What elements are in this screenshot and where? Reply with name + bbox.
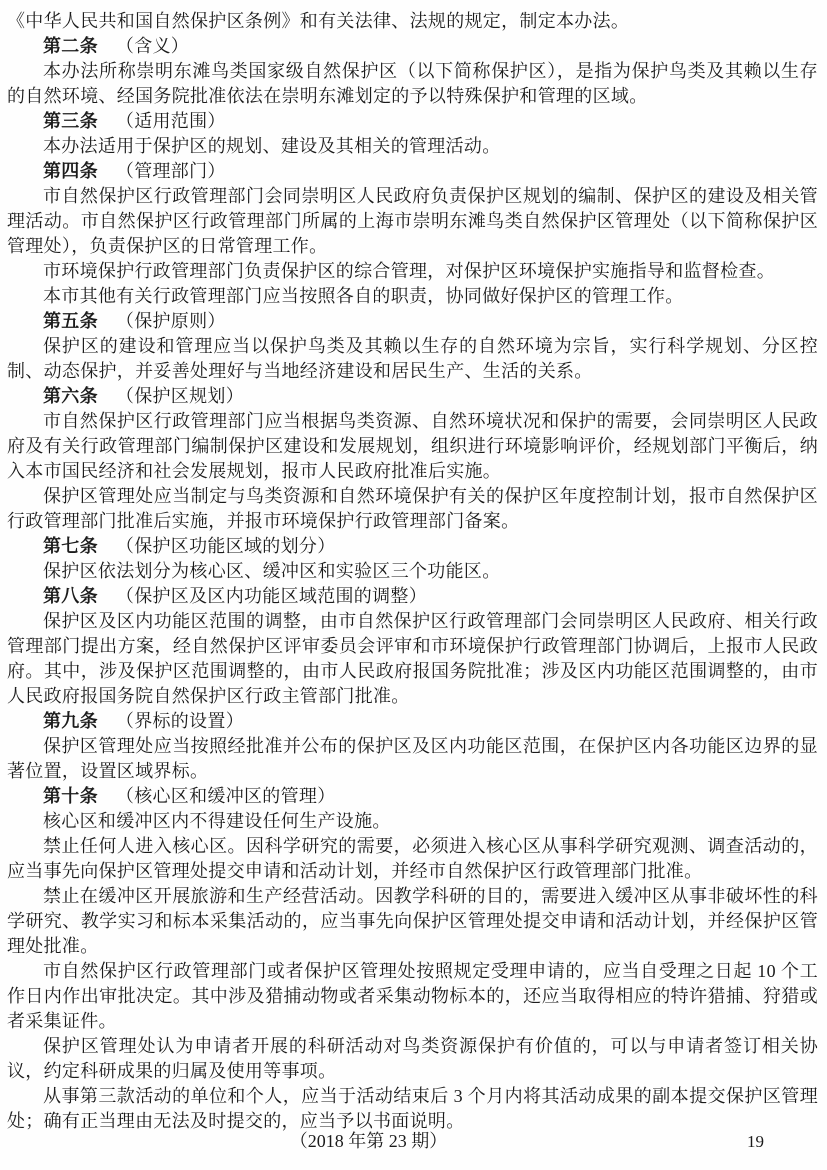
article-number: 第三条 — [43, 111, 98, 131]
paragraph: 本市其他有关行政管理部门应当按照各自的职责，协同做好保护区的管理工作。 — [43, 286, 684, 306]
article-heading — [7, 784, 818, 809]
article-title: （适用范围） — [115, 111, 226, 131]
article-title: （保护区规划） — [115, 386, 245, 406]
paragraph: 保护区依法划分为核心区、缓冲区和实验区三个功能区。 — [43, 561, 501, 581]
paragraph: 市环境保护行政管理部门负责保护区的综合管理，对保护区环境保护实施指导和监督检查。 — [43, 261, 775, 281]
article-title: （保护区功能区域的划分） — [115, 536, 336, 556]
paragraph: 保护区的建设和管理应当以保护鸟类及其赖以生存的自然环境为宗旨，实行科学规划、分区控制、动态保护，并妥善处理好与当地经济建设和居民生产、生活的关系。 — [7, 336, 818, 381]
article-number: 第九条 — [43, 711, 98, 731]
paragraph: 保护区管理处认为申请者开展的科研活动对鸟类资源保护有价值的，可以与申请者签订相关协议，约定科研成果的归属及使用等事项。 — [7, 1036, 818, 1081]
article-number: 第七条 — [43, 536, 98, 556]
paragraph: 市自然保护区行政管理部门会同崇明区人民政府负责保护区规划的编制、保护区的建设及相关管理活动。市自然保护区行政管理部门所属的上海市崇明东滩鸟类自然保护区管理处（以下简称保护区管理处），负责保护区的日常管理工作。 — [7, 186, 818, 256]
article-title: （核心区和缓冲区的管理） — [115, 786, 336, 806]
article-title: （界标的设置） — [115, 711, 245, 731]
paragraph: 本办法适用于保护区的规划、建设及其相关的管理活动。 — [43, 136, 501, 156]
article-number: 第二条 — [43, 36, 98, 56]
article-number: 第六条 — [43, 386, 98, 406]
article-title: （保护原则） — [115, 311, 226, 331]
paragraph: 保护区及区内功能区范围的调整，由市自然保护区行政管理部门会同崇明区人民政府、相关行政管理部门提出方案，经自然保护区评审委员会评审和市环境保护行政管理部门协调后，上报市人民政府。其中，涉及保护区范围调整的，由市人民政府报国务院批准；涉及区内功能区范围调整的，由市人民政府报国务院自然保护区行政主管部门批准。 — [7, 611, 818, 706]
page-number: 19 — [747, 1132, 764, 1151]
article-heading — [7, 584, 818, 609]
article-number: 第八条 — [43, 586, 98, 606]
article-number: 第五条 — [43, 311, 98, 331]
article-heading — [7, 159, 818, 184]
paragraph: 保护区管理处应当制定与鸟类资源和自然环境保护有关的保护区年度控制计划，报市自然保护区行政管理部门批准后实施，并报市环境保护行政管理部门备案。 — [7, 486, 818, 531]
article-title: （保护区及区内功能区域范围的调整） — [115, 586, 428, 606]
article-heading — [7, 534, 818, 559]
article-heading — [7, 384, 818, 409]
paragraph: 本办法所称崇明东滩鸟类国家级自然保护区（以下简称保护区），是指为保护鸟类及其赖以生存的自然环境、经国务院批准依法在崇明东滩划定的予以特殊保护和管理的区域。 — [7, 61, 818, 106]
document-body — [7, 9, 818, 1134]
paragraph: 保护区管理处应当按照经批准并公布的保护区及区内功能区范围，在保护区内各功能区边界的显著位置，设置区域界标。 — [7, 736, 818, 781]
paragraph: 禁止任何人进入核心区。因科学研究的需要，必须进入核心区从事科学研究观测、调查活动的，应当事先向保护区管理处提交申请和活动计划，并经市自然保护区行政管理部门批准。 — [7, 836, 818, 881]
issue-label: （2018 年第 23 期） — [289, 1131, 448, 1151]
paragraph: 禁止在缓冲区开展旅游和生产经营活动。因教学科研的目的，需要进入缓冲区从事非破坏性的科学研究、教学实习和标本采集活动的，应当事先向保护区管理处提交申请和活动计划，并经保护区管理处批准。 — [7, 886, 818, 956]
paragraph: 核心区和缓冲区内不得建设任何生产设施。 — [43, 811, 391, 831]
paragraph: 市自然保护区行政管理部门应当根据鸟类资源、自然环境状况和保护的需要，会同崇明区人民政府及有关行政管理部门编制保护区建设和发展规划，组织进行环境影响评价，经规划部门平衡后，纳入本市国民经济和社会发展规划，报市人民政府批准后实施。 — [7, 411, 818, 481]
article-title: （管理部门） — [115, 161, 226, 181]
article-heading — [7, 309, 818, 334]
paragraph: 市自然保护区行政管理部门或者保护区管理处按照规定受理申请的，应当自受理之日起 10 个工作日内作出审批决定。其中涉及猎捕动物或者采集动物标本的，还应当取得相应的特许猎捕、狩猎或者采集证件。 — [7, 961, 818, 1031]
article-number: 第十条 — [43, 786, 98, 806]
paragraph: 从事第三款活动的单位和个人，应当于活动结束后 3 个月内将其活动成果的副本提交保护区管理处；确有正当理由无法及时提交的，应当予以书面说明。 — [7, 1086, 818, 1131]
article-number: 第四条 — [43, 161, 98, 181]
article-title: （含义） — [115, 36, 190, 56]
article-heading — [7, 109, 818, 134]
article-heading — [7, 34, 818, 59]
article-heading — [7, 709, 818, 734]
page-footer — [0, 1129, 827, 1154]
paragraph: 《中华人民共和国自然保护区条例》和有关法律、法规的规定，制定本办法。 — [7, 11, 630, 31]
